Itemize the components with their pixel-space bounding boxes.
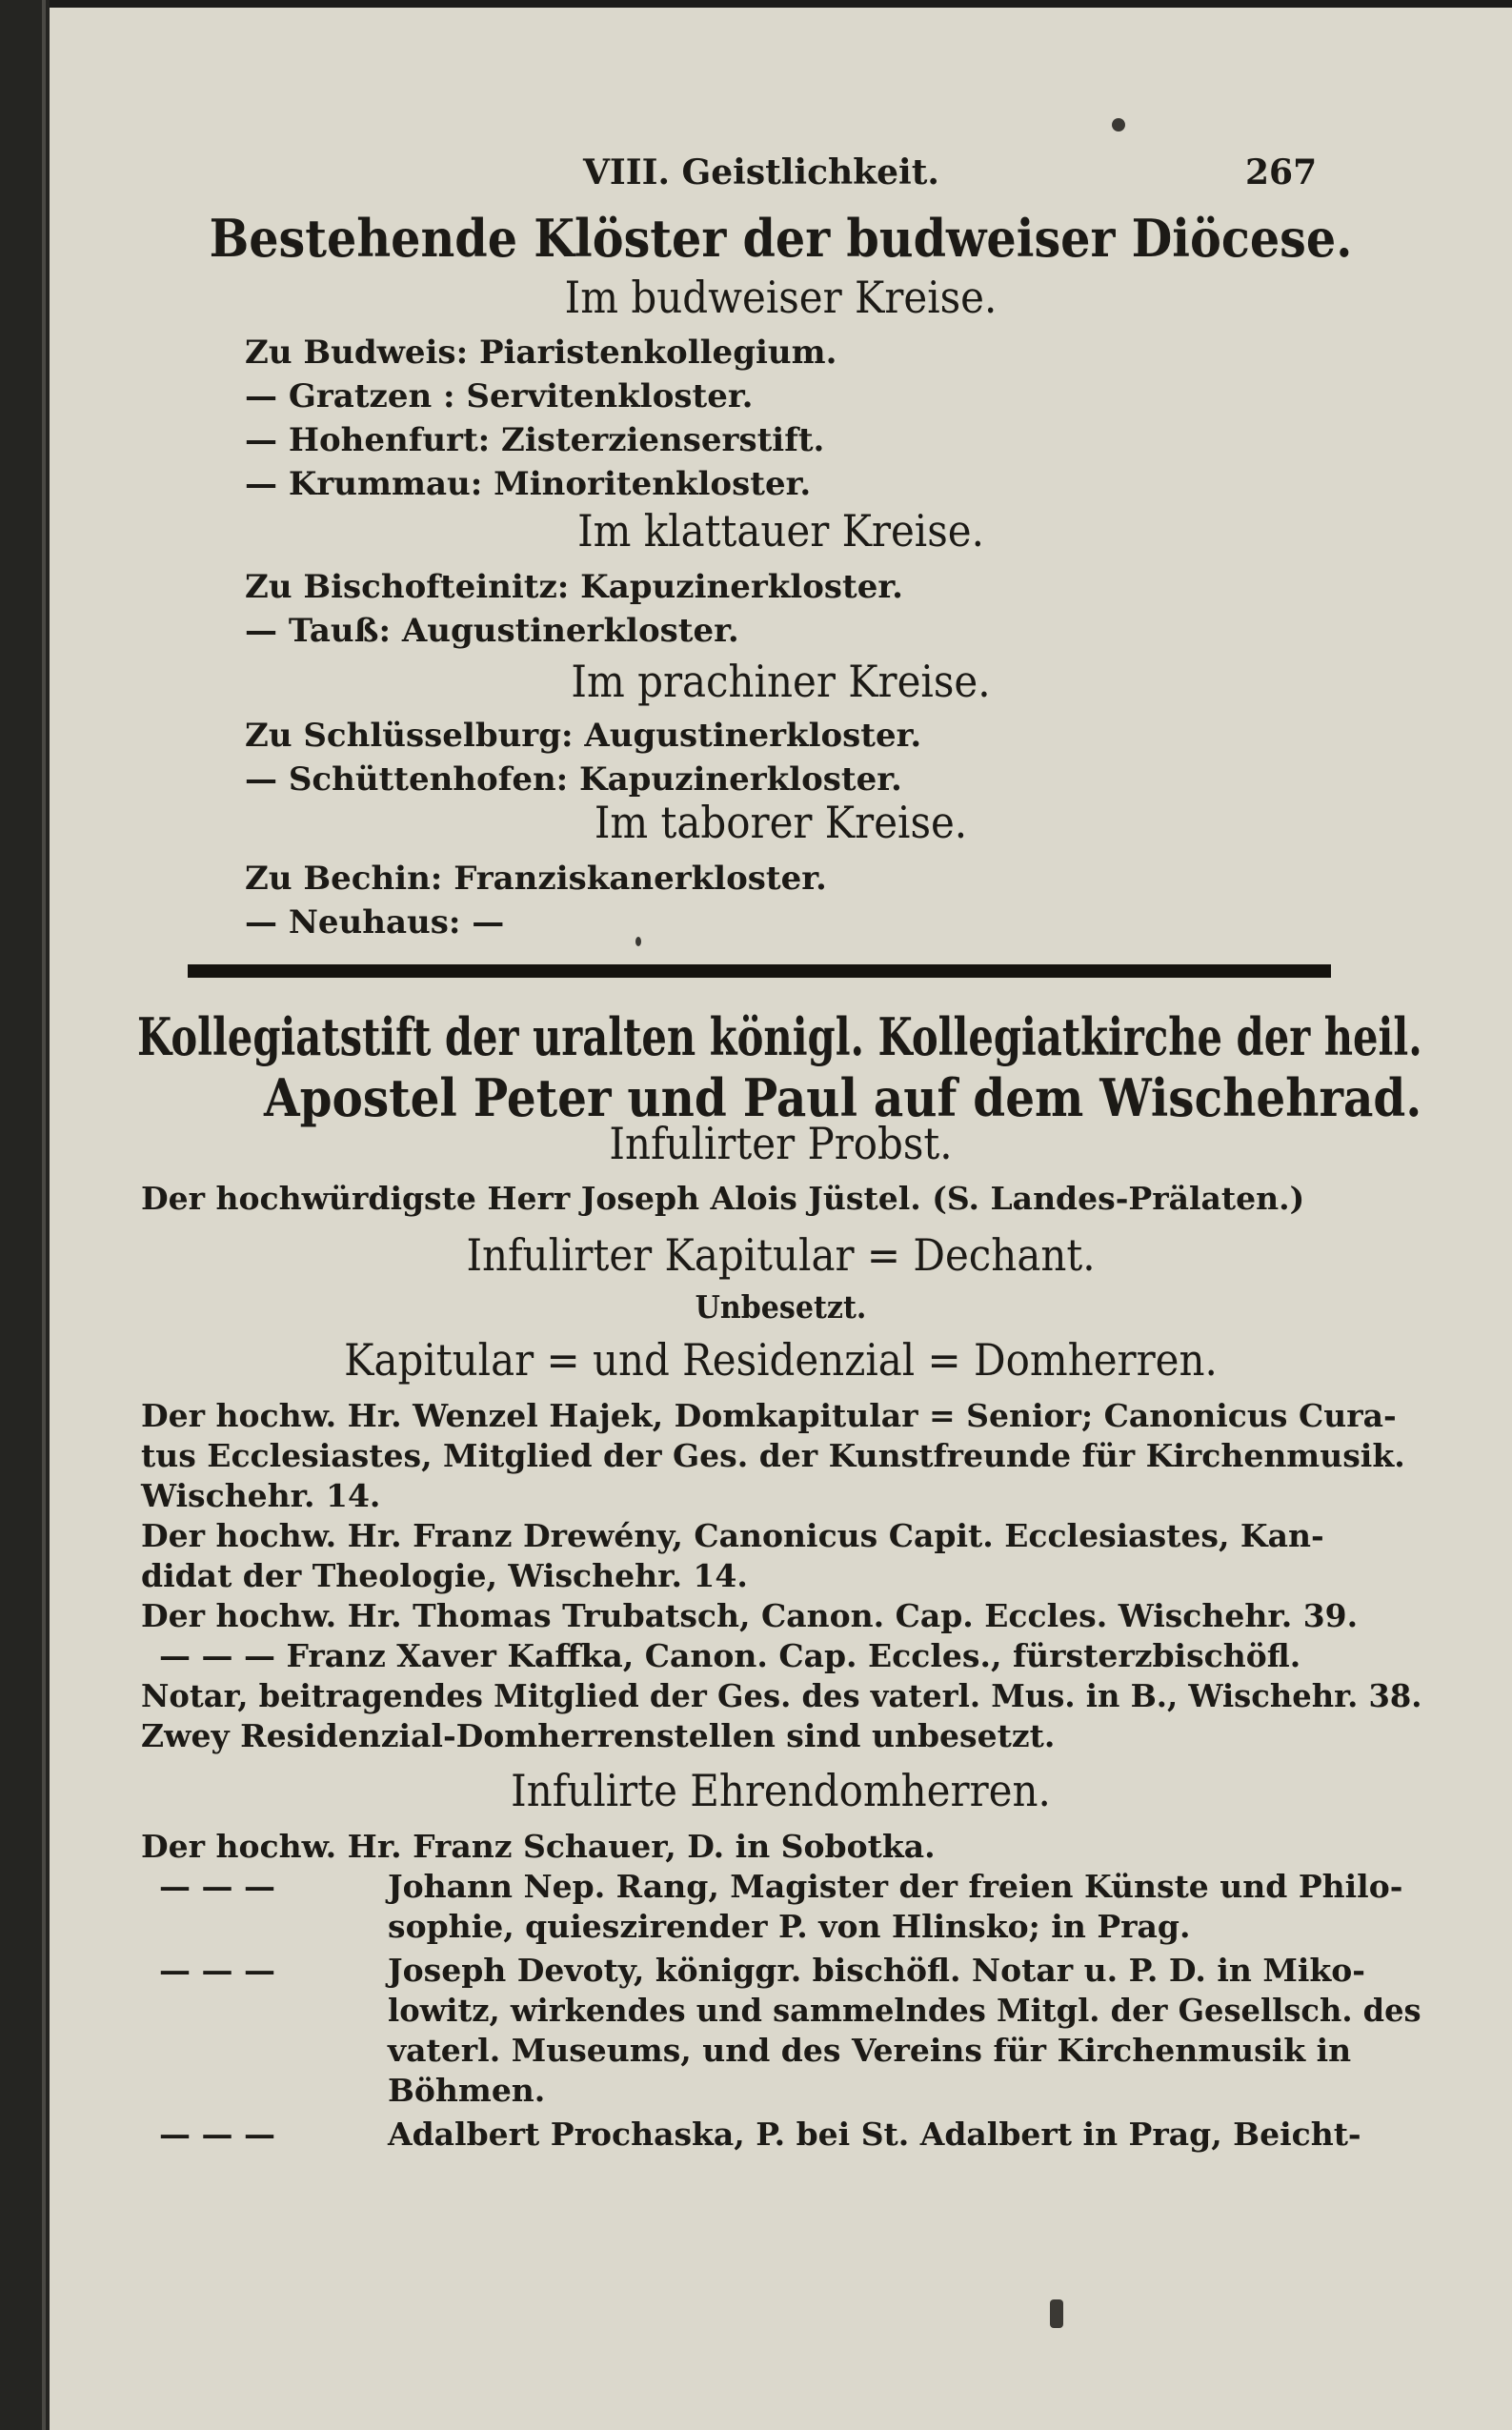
ditto-dashes: — — — — [159, 1952, 275, 1989]
section1-title: Bestehende Klöster der budweiser Diöcese. — [209, 208, 1353, 269]
list-item: — Neuhaus: — — [245, 903, 505, 942]
running-head-chapter: VIII. Geistlichkeit. — [583, 152, 939, 192]
text-line: tus Ecclesiastes, Mitglied der Ges. der Kunstfreunde für Kirchenmusik. — [141, 1437, 1405, 1474]
paper-speck — [1112, 118, 1125, 132]
list-item: — Schüttenhofen: Kapuzinerkloster. — [245, 760, 902, 799]
text-line: Der hochw. Hr. Franz Drewény, Canonicus Capit. Ecclesiastes, Kan- — [141, 1517, 1324, 1554]
text-line: lowitz, wirkendes und sammelndes Mitgl. der Gesellsch. des — [388, 1992, 1421, 2029]
list-item: Zu Bechin: Franziskanerkloster. — [245, 860, 827, 898]
text-line: Notar, beitragendes Mitglied der Ges. des vaterl. Mus. in B., Wischehr. 38. — [141, 1677, 1422, 1714]
text-line: Joseph Devoty, königgr. bischöfl. Notar u. P. D. in Miko- — [388, 1952, 1365, 1989]
group-heading-budweis: Im budweiser Kreise. — [564, 272, 998, 323]
section2-title-line2: Apostel Peter und Paul auf dem Wischehrad. — [264, 1067, 1422, 1128]
probst-text: Der hochwürdigste Herr Joseph Alois Jüstel. (S. Landes-Prälaten.) — [141, 1180, 1305, 1217]
probst-heading: Infulirter Probst. — [609, 1118, 953, 1169]
text-line: Wischehr. 14. — [141, 1477, 381, 1514]
domherren-heading: Kapitular = und Residenzial = Domherren. — [344, 1334, 1218, 1386]
page-number: 267 — [1245, 152, 1318, 192]
list-item: Zu Budweis: Piaristenkollegium. — [245, 334, 837, 372]
dechant-text: Unbesetzt. — [695, 1288, 867, 1326]
text-line: Adalbert Prochaska, P. bei St. Adalbert in Prag, Beicht- — [388, 2116, 1361, 2153]
paper-speck — [635, 937, 641, 946]
ditto-dashes: — — — — [159, 2116, 275, 2153]
text-line: Der hochw. Hr. Wenzel Hajek, Domkapitular = Senior; Canonicus Cura- — [141, 1397, 1397, 1434]
list-item: — Tauß: Augustinerkloster. — [245, 612, 739, 650]
text-line: Der hochw. Hr. Thomas Trubatsch, Canon. Cap. Eccles. Wischehr. 39. — [141, 1597, 1359, 1634]
list-item: — Hohenfurt: Zisterzienserstift. — [245, 421, 825, 459]
list-item: — Gratzen : Servitenkloster. — [245, 377, 754, 415]
text-line: Böhmen. — [388, 2072, 546, 2109]
section-divider — [188, 964, 1331, 978]
text-line: Zwey Residenzial-Domherrenstellen sind unbesetzt. — [141, 1717, 1056, 1754]
group-heading-klattau: Im klattauer Kreise. — [577, 505, 984, 557]
list-item: Zu Schlüsselburg: Augustinerkloster. — [245, 717, 922, 755]
dechant-heading: Infulirter Kapitular = Dechant. — [466, 1229, 1096, 1281]
text-line: vaterl. Museums, und des Vereins für Kirchenmusik in — [388, 2032, 1352, 2069]
text-line: Johann Nep. Rang, Magister der freien Künste und Philo- — [388, 1868, 1403, 1905]
text-line: — — — Franz Xaver Kaffka, Canon. Cap. Eccles., fürsterzbischöfl. — [159, 1637, 1301, 1674]
binding-gutter — [0, 0, 50, 2430]
group-heading-tabor: Im taborer Kreise. — [594, 797, 968, 848]
paper-speck — [1050, 2299, 1063, 2328]
group-heading-prachin: Im prachiner Kreise. — [571, 656, 991, 707]
ehren-heading: Infulirte Ehrendomherren. — [511, 1765, 1051, 1816]
list-item: — Krummau: Minoritenkloster. — [245, 465, 812, 503]
section2-title-line1: Kollegiatstift der uralten königl. Kollegiatkirche der heil. — [137, 1006, 1422, 1067]
list-item: Zu Bischofteinitz: Kapuzinerkloster. — [245, 568, 904, 606]
gutter-line — [42, 0, 46, 2430]
text-line: Der hochw. Hr. Franz Schauer, D. in Sobotka. — [141, 1828, 936, 1865]
text-line: didat der Theologie, Wischehr. 14. — [141, 1557, 748, 1594]
text-line: sophie, quieszirender P. von Hlinsko; in Prag. — [388, 1908, 1191, 1945]
ditto-dashes: — — — — [159, 1868, 275, 1905]
book-page — [50, 8, 1512, 2430]
